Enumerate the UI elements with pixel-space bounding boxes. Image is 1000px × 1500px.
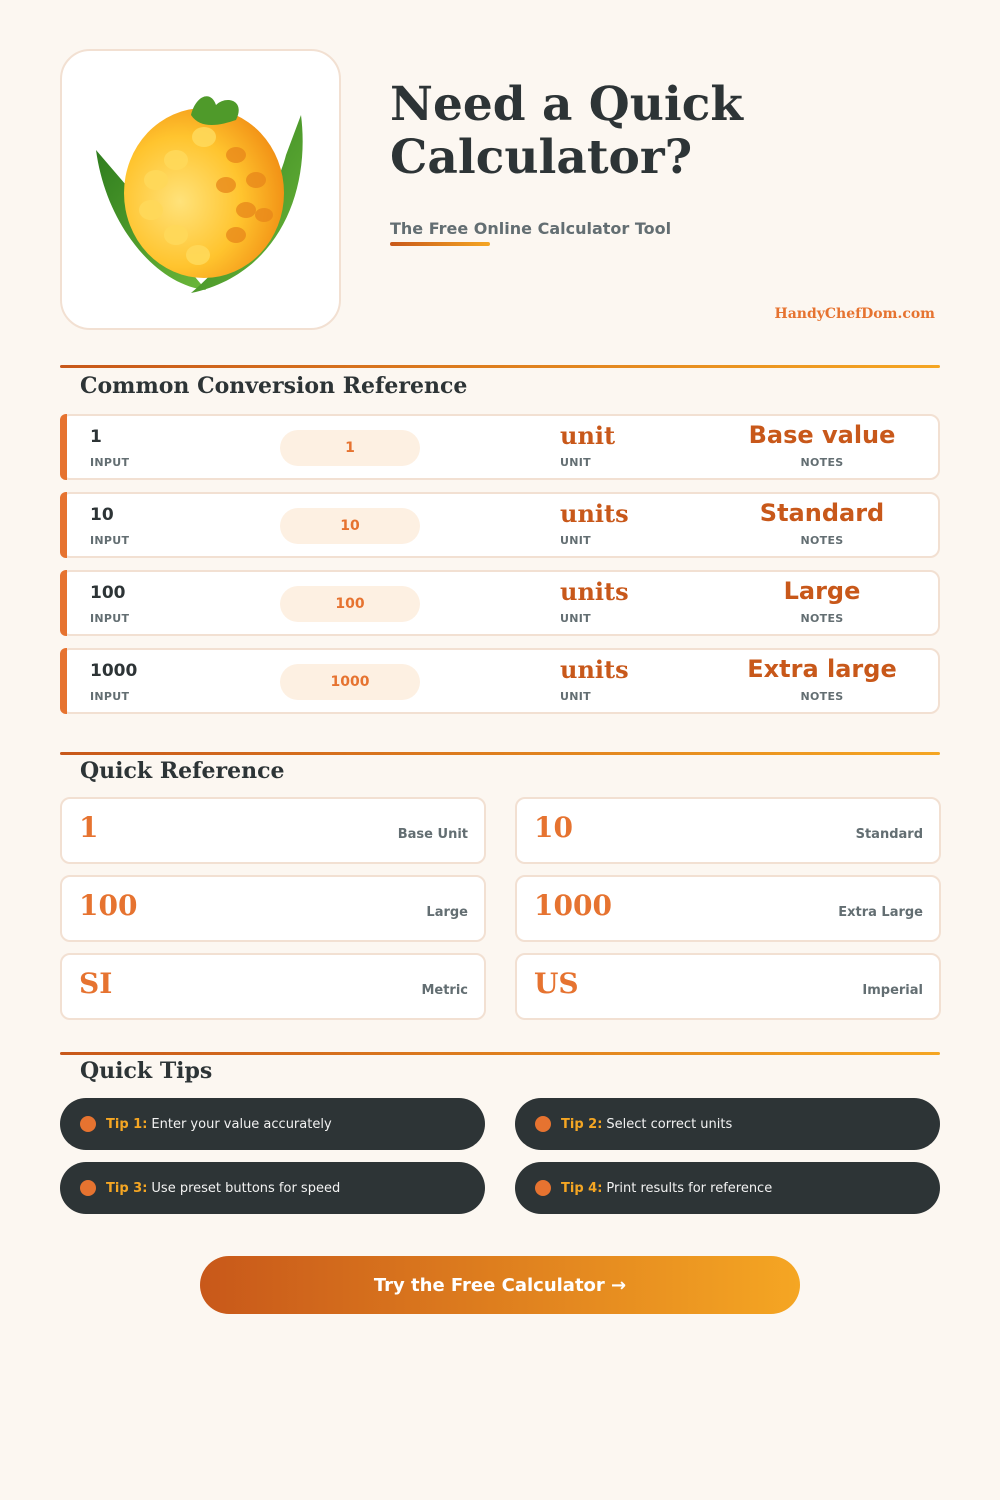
conversion-row bbox=[60, 414, 940, 480]
reference-value: 1000 bbox=[534, 889, 612, 922]
quick-tips-heading: Quick Tips bbox=[80, 1058, 213, 1084]
row-result-pill: 100 bbox=[280, 586, 420, 622]
unit-label: UNIT bbox=[560, 690, 591, 703]
tip-pill bbox=[60, 1098, 485, 1150]
reference-label: Base Unit bbox=[397, 827, 468, 842]
bullet-dot-icon bbox=[80, 1180, 96, 1196]
unit-label: UNIT bbox=[560, 456, 591, 469]
tip-text: Enter your value accurately bbox=[151, 1116, 332, 1132]
page-subtitle: The Free Online Calculator Tool bbox=[390, 219, 672, 238]
conversion-row bbox=[60, 570, 940, 636]
row-input-value: 10 bbox=[90, 505, 114, 525]
brand-link[interactable]: HandyChefDom.com bbox=[774, 306, 935, 322]
try-calculator-button[interactable]: Try the Free Calculator → bbox=[200, 1256, 800, 1314]
conversion-row bbox=[60, 492, 940, 558]
input-label: INPUT bbox=[90, 612, 130, 625]
reference-label: Metric bbox=[421, 983, 468, 998]
reference-label: Imperial bbox=[862, 983, 923, 998]
tip-pill bbox=[515, 1098, 940, 1150]
bullet-dot-icon bbox=[535, 1180, 551, 1196]
tip-pill bbox=[515, 1162, 940, 1214]
reference-value: 1 bbox=[79, 811, 99, 844]
corn-icon bbox=[86, 75, 316, 305]
row-unit: units bbox=[560, 499, 629, 528]
reference-label: Large bbox=[426, 905, 468, 920]
reference-card bbox=[60, 797, 486, 864]
tip-key: Tip 1: bbox=[106, 1116, 148, 1132]
row-note: Base value bbox=[748, 421, 896, 449]
row-note: Large bbox=[783, 577, 861, 605]
conversion-heading: Common Conversion Reference bbox=[80, 373, 468, 399]
input-label: INPUT bbox=[90, 534, 130, 547]
page-title: Need a Quick Calculator? bbox=[390, 77, 743, 185]
quick-reference-heading: Quick Reference bbox=[80, 758, 285, 784]
input-label: INPUT bbox=[90, 690, 130, 703]
reference-value: SI bbox=[79, 967, 113, 1000]
reference-label: Standard bbox=[855, 827, 923, 842]
row-unit: unit bbox=[560, 421, 616, 450]
input-label: INPUT bbox=[90, 456, 130, 469]
row-note: Standard bbox=[759, 499, 885, 527]
row-result-pill: 10 bbox=[280, 508, 420, 544]
reference-card bbox=[60, 875, 486, 942]
reference-value: US bbox=[534, 967, 579, 1000]
notes-label: NOTES bbox=[800, 612, 844, 625]
unit-label: UNIT bbox=[560, 534, 591, 547]
section-divider bbox=[60, 752, 940, 755]
row-unit: units bbox=[560, 655, 629, 684]
tip-key: Tip 4: bbox=[561, 1180, 603, 1196]
notes-label: NOTES bbox=[800, 690, 844, 703]
row-note: Extra large bbox=[747, 655, 897, 683]
row-input-value: 100 bbox=[90, 583, 126, 603]
notes-label: NOTES bbox=[800, 534, 844, 547]
tip-text: Use preset buttons for speed bbox=[151, 1180, 341, 1196]
reference-card bbox=[515, 875, 941, 942]
hero-image-card bbox=[60, 49, 341, 330]
notes-label: NOTES bbox=[800, 456, 844, 469]
tip-key: Tip 3: bbox=[106, 1180, 148, 1196]
row-unit: units bbox=[560, 577, 629, 606]
row-result-pill: 1000 bbox=[280, 664, 420, 700]
reference-card bbox=[515, 797, 941, 864]
row-input-value: 1000 bbox=[90, 661, 138, 681]
row-result-pill: 1 bbox=[280, 430, 420, 466]
row-input-value: 1 bbox=[90, 427, 102, 447]
bullet-dot-icon bbox=[80, 1116, 96, 1132]
tip-key: Tip 2: bbox=[561, 1116, 603, 1132]
tip-text: Select correct units bbox=[606, 1116, 733, 1132]
tip-text: Print results for reference bbox=[606, 1180, 773, 1196]
conversion-row bbox=[60, 648, 940, 714]
reference-value: 10 bbox=[534, 811, 573, 844]
section-divider bbox=[60, 365, 940, 368]
tip-pill bbox=[60, 1162, 485, 1214]
reference-card bbox=[60, 953, 486, 1020]
reference-label: Extra Large bbox=[838, 905, 923, 920]
reference-value: 100 bbox=[79, 889, 138, 922]
unit-label: UNIT bbox=[560, 612, 591, 625]
section-divider bbox=[60, 1052, 940, 1055]
subtitle-underline bbox=[390, 242, 490, 246]
bullet-dot-icon bbox=[535, 1116, 551, 1132]
reference-card bbox=[515, 953, 941, 1020]
